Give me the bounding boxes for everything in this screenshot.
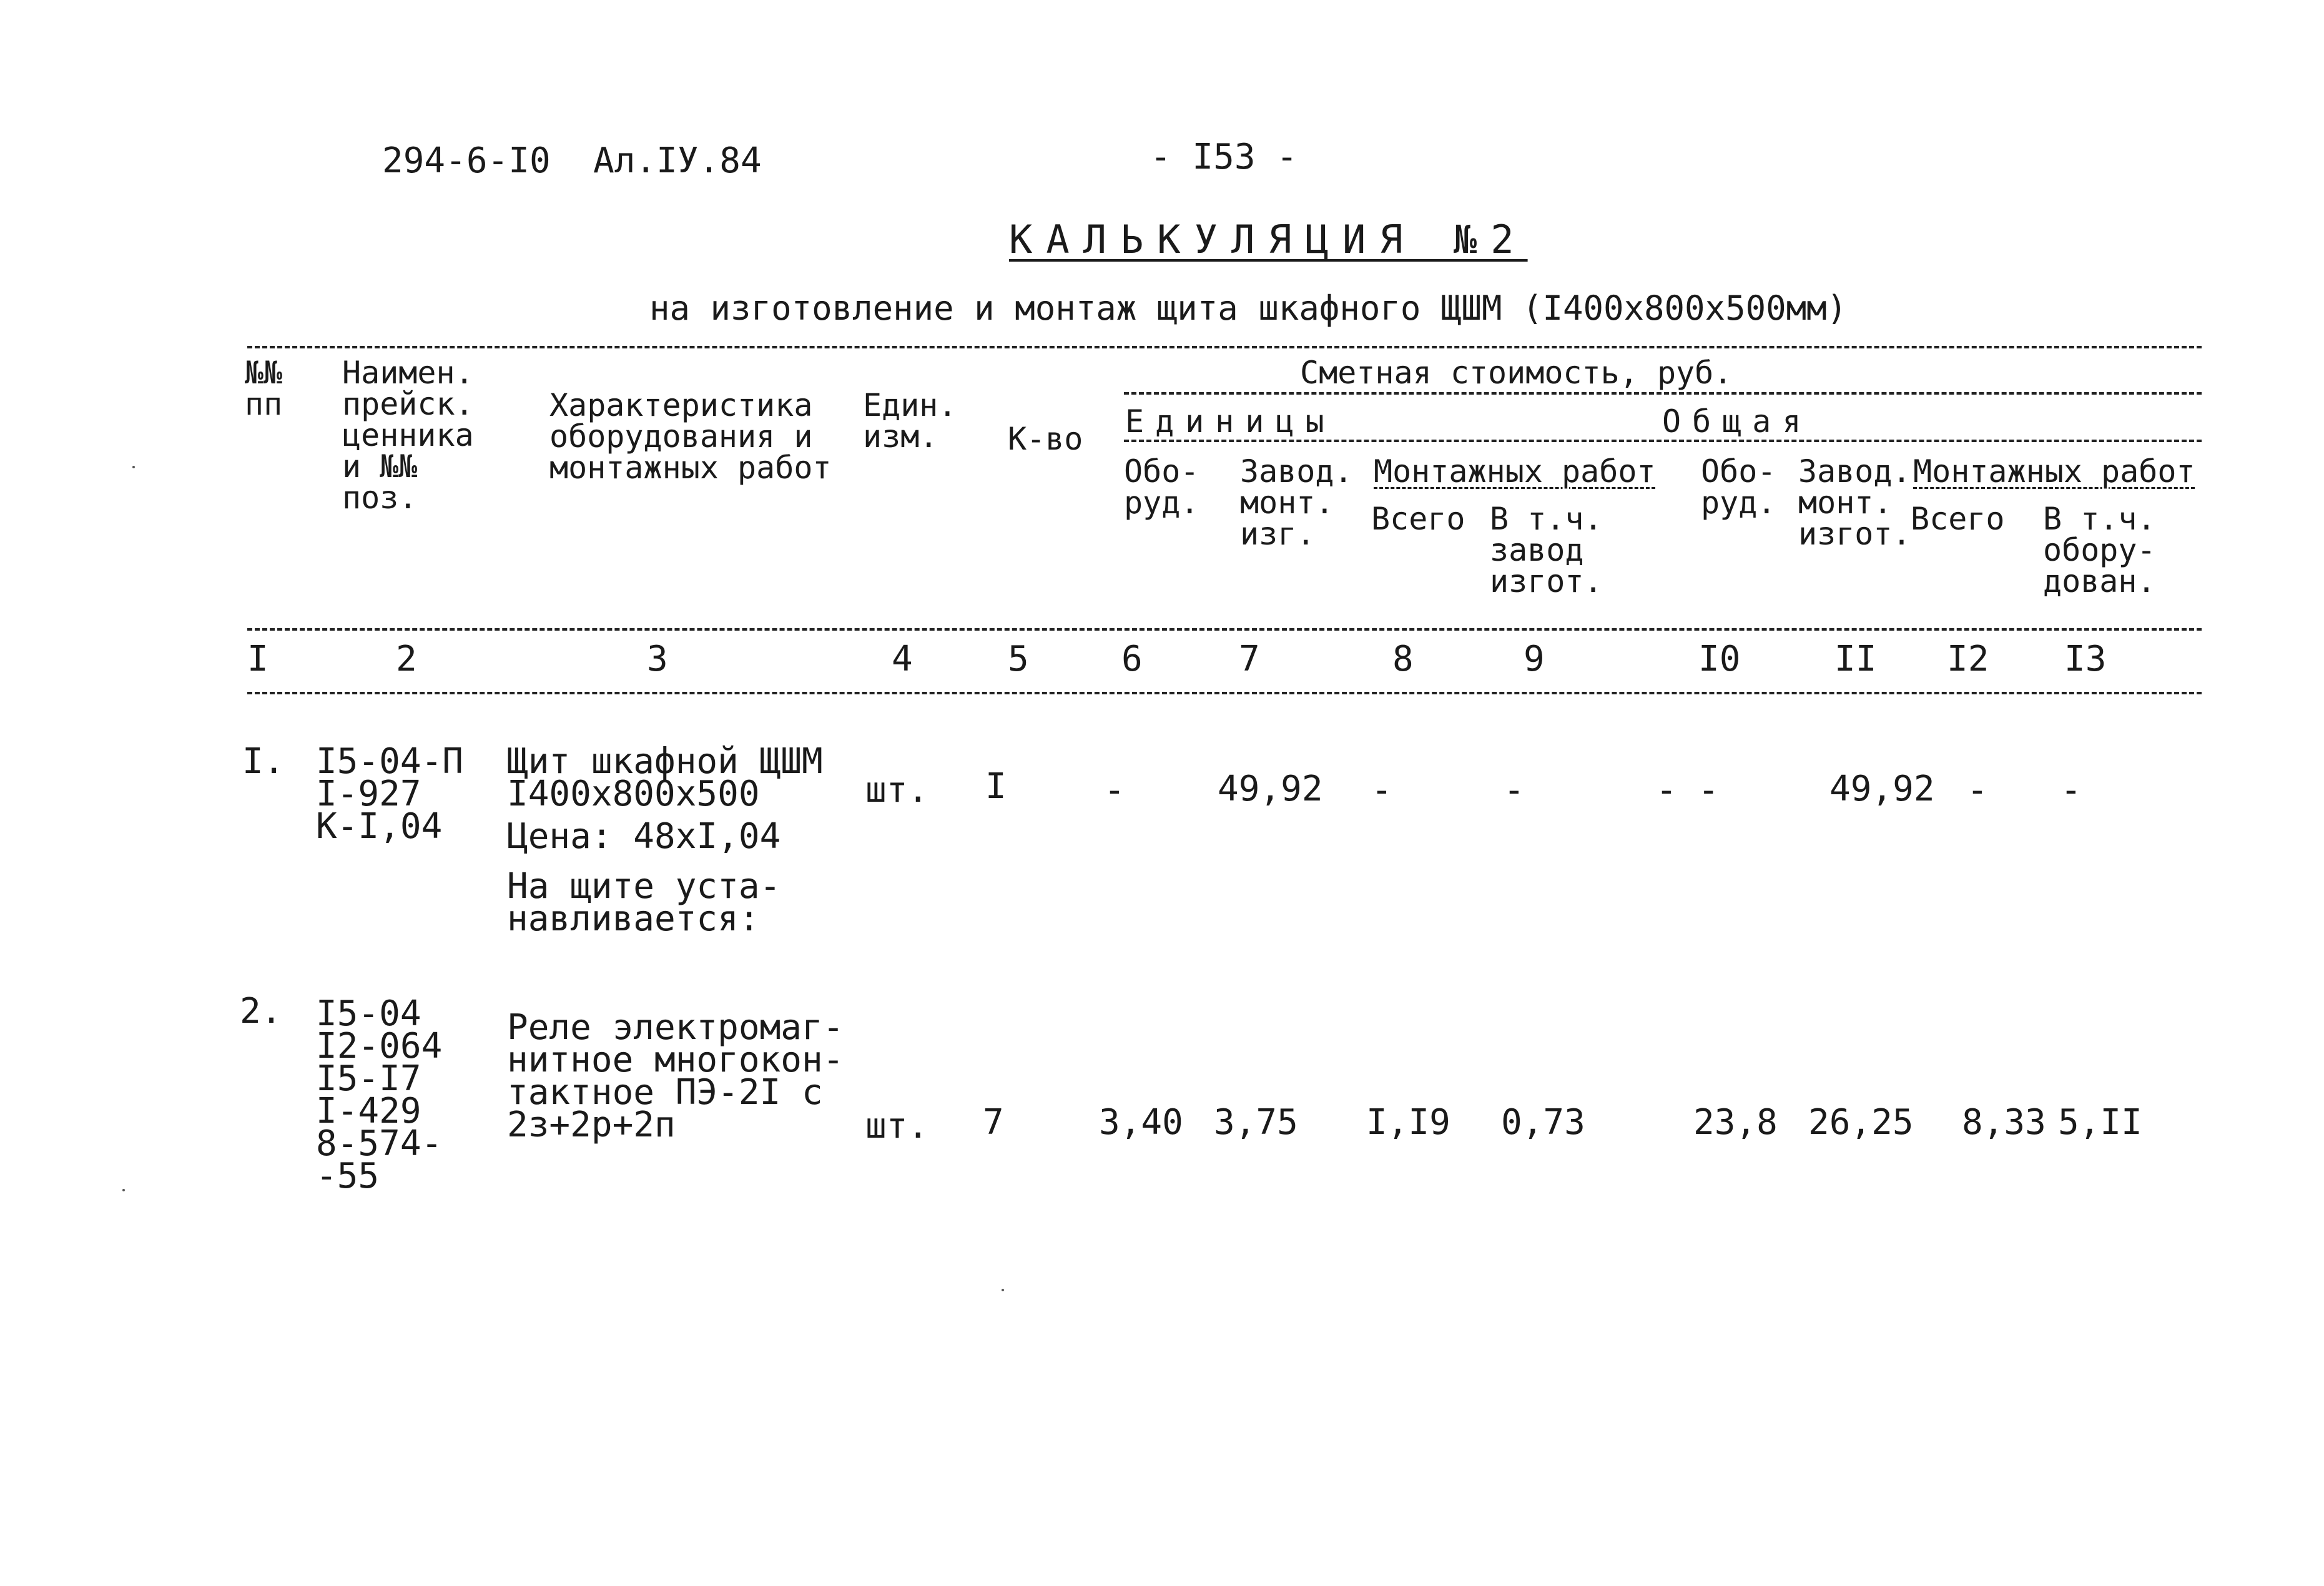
row-number: I. — [242, 741, 285, 782]
column-number: 5 — [1008, 639, 1029, 679]
row-quantity: 7 — [983, 1102, 1004, 1143]
row-unit-factory: 49,92 — [1218, 769, 1323, 809]
header-number: №№ пп — [245, 355, 283, 422]
column-number: 9 — [1524, 639, 1545, 679]
row-total-equipment: 23,8 — [1693, 1102, 1778, 1143]
scan-speck — [1002, 1289, 1004, 1291]
album-code: Ал.IУ.84 — [593, 140, 762, 181]
header-estimate-cost: Сметная стоимость, руб. — [1300, 355, 1733, 391]
row-total-mount-total: 8,33 — [1962, 1102, 2046, 1143]
header-total-mounting: Монтажных работ — [1913, 453, 2195, 490]
row-quantity: I — [985, 766, 1007, 807]
row-unit-mount-total: I,I9 — [1366, 1102, 1450, 1143]
column-number: 6 — [1121, 639, 1143, 679]
page-number: - I53 - — [1150, 137, 1298, 177]
row-number: 2. — [240, 991, 282, 1032]
row-total-factory: 26,25 — [1808, 1102, 1914, 1143]
row-unit-equipment: 3,40 — [1099, 1102, 1183, 1143]
document-code: 294-6-I0 — [382, 140, 551, 181]
row-unit-equipment: - — [1104, 770, 1125, 810]
column-number: I3 — [2064, 639, 2107, 679]
colnum-bottom-rule — [247, 692, 2202, 694]
header-unit-mount-total: Всего — [1371, 501, 1465, 537]
header-unit-mounting: Монтажных работ — [1374, 453, 1656, 490]
column-number: 3 — [647, 639, 668, 679]
row-price-ref: I5-04 I2-064 I5-I7 I-429 8-574- -55 — [316, 993, 443, 1196]
header-rule-estimate — [1124, 392, 2202, 395]
header-units-group: Единицы — [1125, 403, 1336, 440]
row-installed-note: На щите уста- навливается: — [507, 866, 781, 939]
header-unit: Един. изм. — [863, 387, 957, 455]
header-price-ref: Наимен. прейск. ценника и №№ поз. — [342, 355, 474, 516]
document-subtitle: на изготовление и монтаж щита шкафного ЩШМ (I400x800x500мм) — [649, 288, 1848, 328]
row-unit-incl-factory: 0,73 — [1501, 1102, 1585, 1143]
row-unit: шт. — [865, 770, 929, 810]
row-total-factory: 49,92 — [1829, 769, 1935, 809]
row-total-incl-equipment: 5,II — [2058, 1102, 2142, 1143]
column-number: 7 — [1239, 639, 1260, 679]
header-total-factory: Завод. монт. изгот. — [1798, 453, 1911, 552]
header-quantity: К-во — [1008, 421, 1083, 457]
header-characteristic: Характеристика оборудования и монтажных работ — [549, 387, 832, 486]
header-unit-factory: Завод. монт. изг. — [1240, 453, 1353, 552]
row-unit-price-note: Цена: 48xI,04 — [507, 816, 781, 857]
column-number: I — [247, 639, 268, 679]
scan-speck — [132, 466, 135, 468]
header-total-group: Общая — [1662, 403, 1813, 440]
header-rule-groups — [1124, 440, 2202, 442]
column-number: 4 — [892, 639, 913, 679]
row-unit-incl-factory: - — [1504, 770, 1525, 810]
document-title: КАЛЬКУЛЯЦИЯ №2 — [1009, 217, 1528, 262]
row-total-mount-total: - — [1967, 770, 1988, 810]
header-total-incl-equipment: В т.ч. обору- дован. — [2043, 501, 2156, 599]
row-total-incl-equipment: - — [2061, 770, 2082, 810]
row-unit: шт. — [865, 1106, 929, 1146]
row-unit-factory: 3,75 — [1214, 1102, 1298, 1143]
row-total-equipment: - - — [1656, 770, 1720, 810]
column-number: II — [1834, 639, 1877, 679]
header-bottom-rule — [247, 628, 2202, 631]
row-price-ref: I5-04-П I-927 К-I,04 — [316, 741, 464, 847]
header-unit-incl-factory: В т.ч. завод изгот. — [1490, 501, 1603, 599]
column-number: 2 — [396, 639, 417, 679]
column-number: I0 — [1698, 639, 1741, 679]
row-characteristic: Щит шкафной ЩШМ I400x800x500 — [507, 741, 823, 814]
header-total-equipment: Обо- руд. — [1701, 453, 1776, 521]
header-unit-equipment: Обо- руд. — [1124, 453, 1199, 521]
table-top-rule — [247, 346, 2202, 348]
header-total-mount-total: Всего — [1911, 501, 2005, 537]
column-number: I2 — [1947, 639, 1989, 679]
row-unit-mount-total: - — [1371, 770, 1392, 810]
scan-speck — [122, 1189, 125, 1191]
column-number: 8 — [1392, 639, 1414, 679]
row-characteristic: Реле электромаг- нитное многокон- тактное ПЭ-2I с 2з+2р+2п — [507, 1007, 844, 1145]
